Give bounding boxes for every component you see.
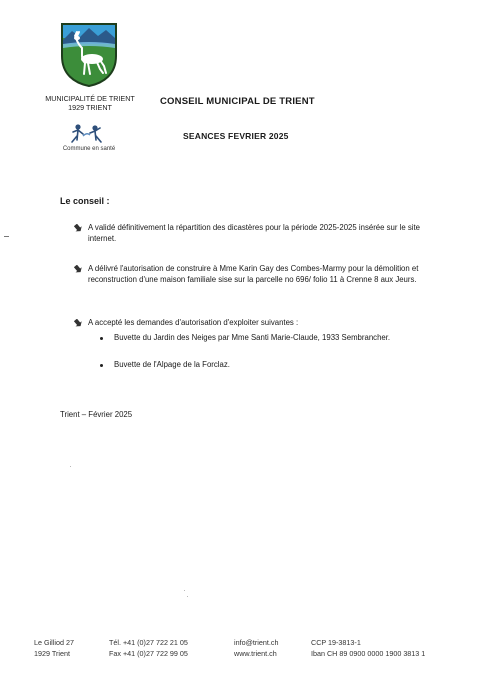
footer-iban: Iban CH 89 0900 0000 1900 3813 1 bbox=[311, 648, 426, 658]
footer-address bbox=[34, 638, 74, 659]
footer-bank bbox=[311, 638, 425, 659]
footer-address-line2: 1929 Trient bbox=[34, 648, 70, 658]
footer-ccp: CCP 19-3813-1 bbox=[311, 638, 361, 647]
decision-item-text: A accepté les demandes d'autorisation d'exploiter suivantes : bbox=[88, 318, 299, 327]
footer-address-line1: Le Gilliod 27 bbox=[34, 638, 74, 647]
license-subitem-2 bbox=[100, 360, 420, 371]
scan-speck bbox=[70, 466, 71, 467]
footer-website: www.trient.ch bbox=[234, 648, 277, 658]
license-subitem-text: Buvette de l'Alpage de la Forclaz. bbox=[114, 360, 230, 369]
section-title: Le conseil : bbox=[60, 196, 110, 206]
scan-speck bbox=[184, 590, 185, 591]
arrow-bullet-icon bbox=[74, 265, 82, 273]
date-line: Trient – Février 2025 bbox=[60, 410, 133, 419]
arrow-bullet-icon bbox=[74, 319, 82, 327]
footer-fax: Fax +41 (0)27 722 99 05 bbox=[109, 648, 188, 658]
municipality-line1: MUNICIPALITÉ DE TRIENT bbox=[45, 94, 135, 103]
license-subitem-text: Buvette du Jardin des Neiges par Mme Santi Marie-Claude, 1933 Sembrancher. bbox=[114, 333, 391, 342]
license-subitem-1 bbox=[100, 333, 420, 344]
footer-contact bbox=[234, 638, 278, 659]
footer-email: info@trient.ch bbox=[234, 638, 279, 647]
bullet-dot-icon bbox=[100, 364, 103, 367]
decision-item-2 bbox=[74, 264, 430, 285]
decision-item-text: A délivré l'autorisation de construire à Mme Karin Gay des Combes-Marmy pour la démolition et reconstruction d'une maison familiale sise sur la parcelle no 696/ folio 11 à Crenne 8 aux Jeurs. bbox=[88, 264, 419, 284]
margin-mark bbox=[4, 236, 9, 237]
decision-item-1 bbox=[74, 223, 430, 244]
arrow-bullet-icon bbox=[74, 224, 82, 232]
footer-phone: Tél. +41 (0)27 722 21 05 bbox=[109, 638, 188, 647]
commune-en-sante-logo bbox=[63, 122, 113, 144]
municipality-name bbox=[40, 94, 140, 112]
decision-item-3 bbox=[74, 318, 430, 329]
footer-phone-fax bbox=[109, 638, 188, 659]
commune-en-sante-label: Commune en santé bbox=[62, 146, 116, 152]
document-title: CONSEIL MUNICIPAL DE TRIENT bbox=[160, 96, 315, 107]
decision-item-text: A validé définitivement la répartition des dicastères pour la période 2025-2025 insérée sur le site internet. bbox=[88, 223, 420, 243]
scan-speck bbox=[187, 596, 188, 597]
municipality-crest-logo bbox=[60, 22, 118, 88]
municipality-line2: 1929 TRIENT bbox=[68, 103, 112, 112]
document-subtitle: SEANCES FEVRIER 2025 bbox=[183, 131, 289, 141]
bullet-dot-icon bbox=[100, 337, 103, 340]
